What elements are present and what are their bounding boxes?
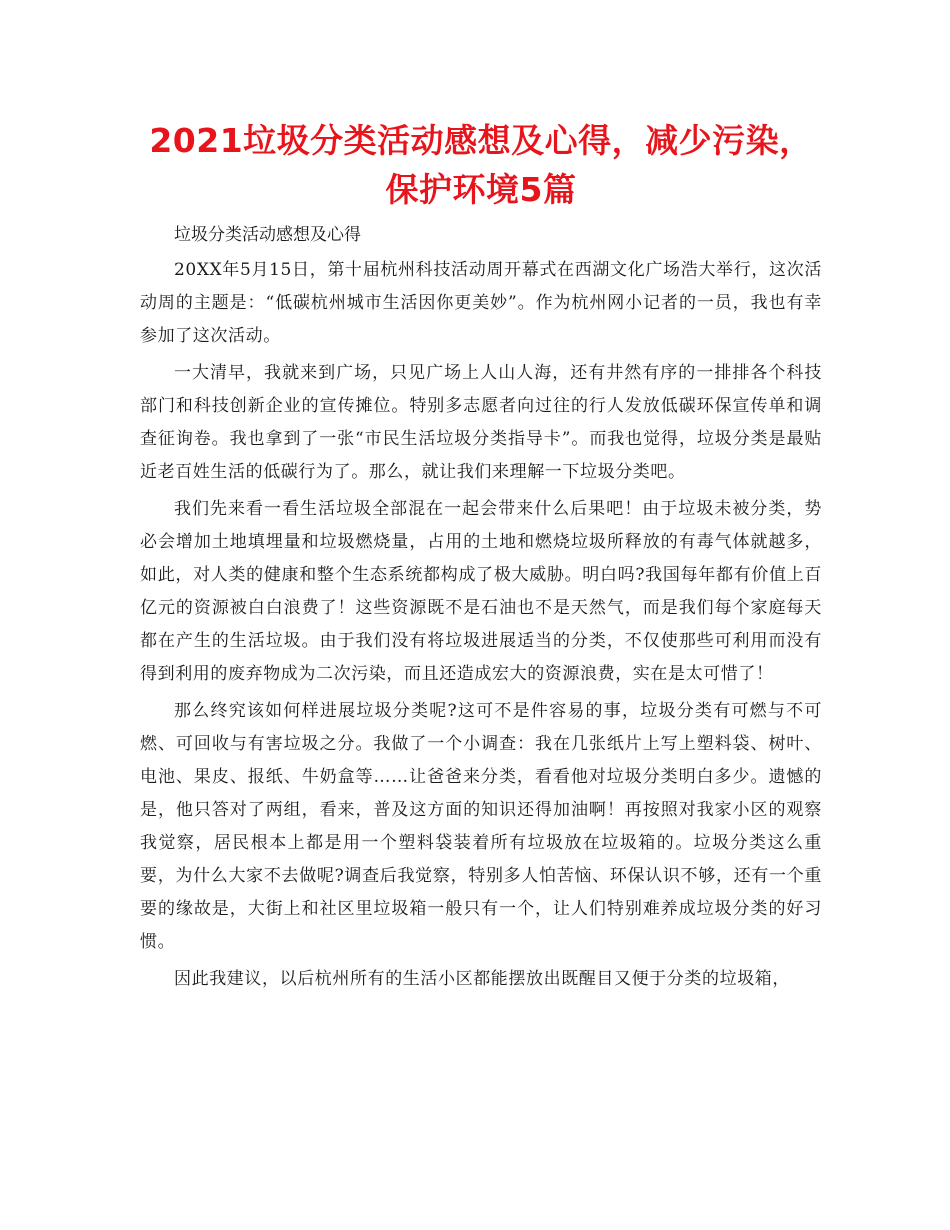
paragraph-4: 那么终究该如何样进展垃圾分类呢?这可不是件容易的事，垃圾分类有可燃与不可燃、可回收与有害垃圾之分。我做了一个小调查：我在几张纸片上写上塑料袋、树叶、电池、果皮、报纸、牛奶盒等……让爸爸来分类，看看他对垃圾分类明白多少。遗憾的是，他只答对了两组，看来，普及这方面的知识还得加油啊！再按照对我家小区的观察我觉察，居民根本上都是用一个塑料袋装着所有垃圾放在垃圾箱的。垃圾分类这么重要，为什么大家不去做呢?调查后我觉察，特别多人怕苦恼、环保认识不够，还有一个重要的缘故是，大街上和社区里垃圾箱一般只有一个，让人们特别难养成垃圾分类的好习惯。	[140, 701, 822, 952]
paragraph-3: 我们先来看一看生活垃圾全部混在一起会带来什么后果吧！由于垃圾未被分类，势必会增加土地填埋量和垃圾燃烧量，占用的土地和燃烧垃圾所释放的有毒气体就越多，如此，对人类的健康和整个生态系统都构成了极大威胁。明白吗?我国每年都有价值上百亿元的资源被白白浪费了！这些资源既不是石油也不是天然气，而是我们每个家庭每天都在产生的生活垃圾。由于我们没有将垃圾进展适当的分类，不仅使那些可利用而没有得到利用的废弃物成为二次污染，而且还造成宏大的资源浪费，实在是太可惜了！	[140, 499, 822, 684]
document-title: 2021垃圾分类活动感想及心得，减少污染，保护环境5篇	[149, 121, 813, 209]
paragraph-2: 一大清早，我就来到广场，只见广场上人山人海，还有井然有序的一排排各个科技部门和科技创新企业的宣传摊位。特别多志愿者向过往的行人发放低碳环保宣传单和调查征询卷。我也拿到了一张“市民生活垃圾分类指导卡”。而我也觉得，垃圾分类是最贴近老百姓生活的低碳行为了。那么，就让我们来理解一下垃圾分类吧。	[140, 363, 822, 482]
paragraph-1: 20XX年5月15日，第十届杭州科技活动周开幕式在西湖文化广场浩大举行，这次活动周的主题是：“低碳杭州城市生活因你更美妙”。作为杭州网小记者的一员，我也有幸参加了这次活动。	[140, 260, 822, 346]
document-subtitle: 垃圾分类活动感想及心得	[174, 225, 361, 245]
paragraph-5: 因此我建议，以后杭州所有的生活小区都能摆放出既醒目又便于分类的垃圾箱，	[174, 969, 790, 989]
